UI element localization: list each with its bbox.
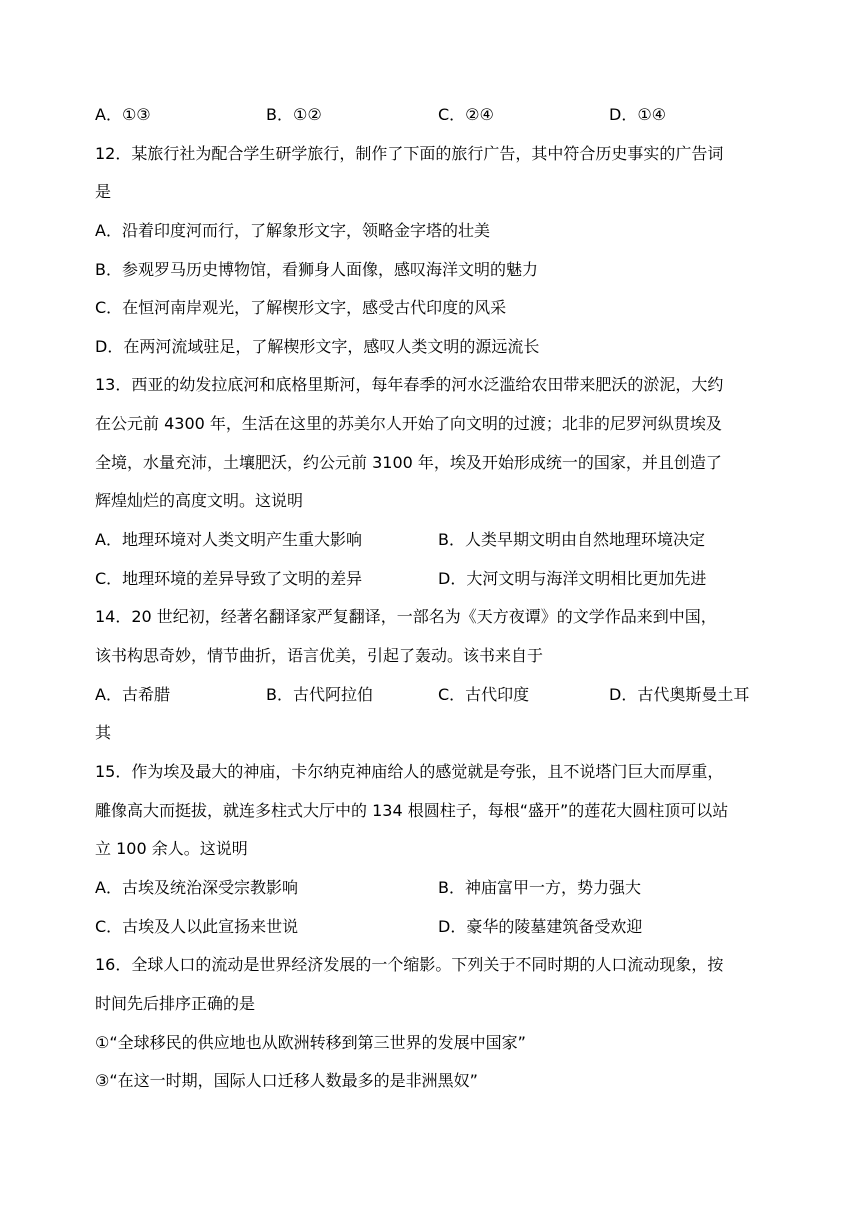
q14-option-b: B．古代阿拉伯 bbox=[266, 685, 373, 704]
q13-option-d: D．大河文明与海洋文明相比更加先进 bbox=[438, 569, 707, 588]
q14-stem-line-1: 14．20 世纪初，经著名翻译家严复翻译，一部名为《天方夜谭》的文学作品来到中国， bbox=[95, 607, 717, 626]
q13-option-b: B．人类早期文明由自然地理环境决定 bbox=[438, 530, 705, 549]
q11-option-a: A．①③ bbox=[95, 105, 151, 124]
q14-stem-line-2: 该书构思奇妙，情节曲折，语言优美，引起了轰动。该书来自于 bbox=[95, 646, 544, 665]
q16-stem-line-2: 时间先后排序正确的是 bbox=[95, 994, 256, 1013]
q13-option-c: C．地理环境的差异导致了文明的差异 bbox=[95, 569, 363, 588]
q12-option-c: C．在恒河南岸观光，了解楔形文字，感受古代印度的风采 bbox=[95, 298, 507, 317]
q12-stem-line-1: 12．某旅行社为配合学生研学旅行，制作了下面的旅行广告，其中符合历史事实的广告词 bbox=[95, 144, 724, 163]
q12-option-d: D．在两河流域驻足，了解楔形文字，感叹人类文明的源远流长 bbox=[95, 337, 540, 356]
q13-stem-line-1: 13．西亚的幼发拉底河和底格里斯河，每年春季的河水泛滥给农田带来肥沃的淤泥，大约 bbox=[95, 375, 724, 394]
q15-option-c: C．古埃及人以此宣扬来世说 bbox=[95, 917, 299, 936]
q14-option-a: A．古希腊 bbox=[95, 685, 170, 704]
q11-option-c: C．②④ bbox=[438, 105, 494, 124]
q12-stem-line-2: 是 bbox=[95, 182, 112, 201]
q13-stem-line-4: 辉煌灿烂的高度文明。这说明 bbox=[95, 491, 304, 510]
q11-option-b: B．①② bbox=[266, 105, 322, 124]
q16-item-3: ③“在这一时期，国际人口迁移人数最多的是非洲黑奴” bbox=[95, 1071, 478, 1090]
q14-option-d: D．古代奥斯曼土耳 bbox=[609, 685, 750, 704]
q16-item-1: ①“全球移民的供应地也从欧洲转移到第三世界的发展中国家” bbox=[95, 1033, 526, 1052]
q15-stem-line-3: 立 100 余人。这说明 bbox=[95, 839, 248, 858]
q15-option-a: A．古埃及统治深受宗教影响 bbox=[95, 878, 298, 897]
q13-option-a: A．地理环境对人类文明产生重大影响 bbox=[95, 530, 362, 549]
q15-option-d: D．豪华的陵墓建筑备受欢迎 bbox=[438, 917, 643, 936]
q14-option-c: C．古代印度 bbox=[438, 685, 530, 704]
q15-stem-line-2: 雕像高大而挺拔，就连多柱式大厅中的 134 根圆柱子，每根“盛开”的莲花大圆柱顶可以站 bbox=[95, 801, 729, 820]
q13-stem-line-3: 全境，水量充沛，土壤肥沃，约公元前 3100 年，埃及开始形成统一的国家，并且创造了 bbox=[95, 453, 722, 472]
q15-stem-line-1: 15．作为埃及最大的神庙，卡尔纳克神庙给人的感觉就是夸张，且不说塔门巨大而厚重， bbox=[95, 762, 724, 781]
q13-stem-line-2: 在公元前 4300 年，生活在这里的苏美尔人开始了向文明的过渡；北非的尼罗河纵贯埃及 bbox=[95, 414, 722, 433]
q11-option-d: D．①④ bbox=[609, 105, 667, 124]
q15-option-b: B．神庙富甲一方，势力强大 bbox=[438, 878, 641, 897]
q12-option-a: A．沿着印度河而行，了解象形文字，领略金字塔的壮美 bbox=[95, 221, 490, 240]
q16-stem-line-1: 16．全球人口的流动是世界经济发展的一个缩影。下列关于不同时期的人口流动现象，按 bbox=[95, 955, 724, 974]
q14-option-d-wrap: 其 bbox=[95, 723, 112, 742]
q12-option-b: B．参观罗马历史博物馆，看狮身人面像，感叹海洋文明的魅力 bbox=[95, 260, 538, 279]
